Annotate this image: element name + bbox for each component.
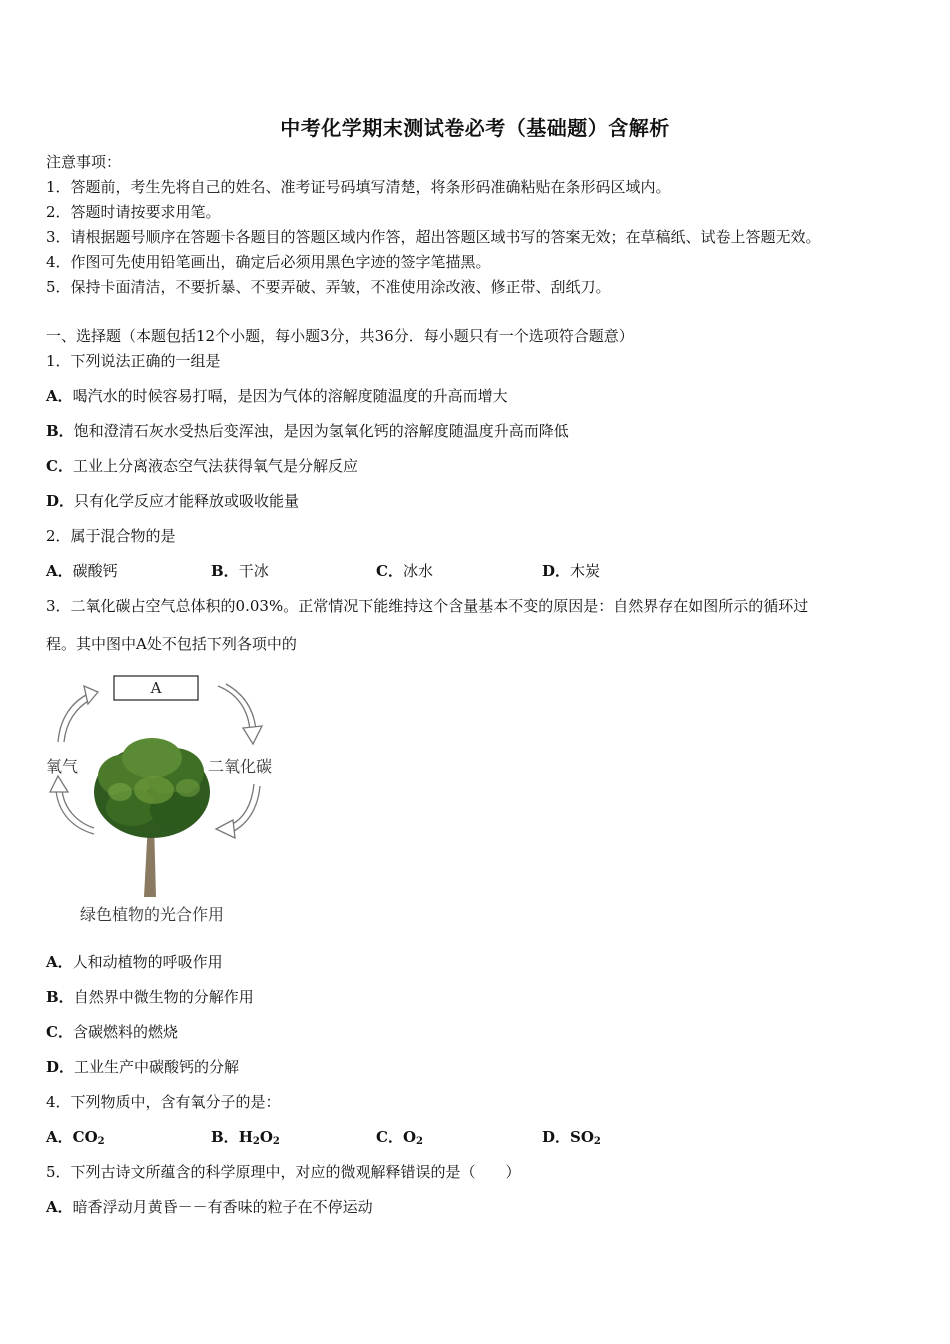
figure-caption: 绿色植物的光合作用 bbox=[80, 905, 225, 924]
q2-option-c: C．冰水 bbox=[376, 562, 433, 580]
section-heading: 一、选择题（本题包括12个小题，每小题3分，共36分．每小题只有一个选项符合题意） bbox=[46, 327, 634, 345]
q5-option-a: A．暗香浮动月黄昏－－有香味的粒子在不停运动 bbox=[46, 1198, 373, 1216]
q2-option-d: D．木炭 bbox=[542, 562, 601, 580]
q1-option-b: B．饱和澄清石灰水受热后变浑浊，是因为氢氧化钙的溶解度随温度升高而降低 bbox=[46, 422, 569, 440]
page-title: 中考化学期末测试卷必考（基础题）含解析 bbox=[280, 116, 670, 140]
notice-item: 3．请根据题号顺序在答题卡各题目的答题区域内作答，超出答题区域书写的答案无效；在草稿纸、试卷上答题无效。 bbox=[46, 228, 821, 246]
q3-option-d: D．工业生产中碳酸钙的分解 bbox=[46, 1058, 240, 1076]
notice-item: 1．答题前，考生先将自己的姓名、准考证号码填写清楚，将条形码准确粘贴在条形码区域内。 bbox=[46, 178, 671, 196]
q1-option-d: D．只有化学反应才能释放或吸收能量 bbox=[46, 492, 300, 510]
question-2-stem: 2．属于混合物的是 bbox=[46, 527, 176, 545]
q4-option-b: B．$H_2O_2$ bbox=[211, 1128, 280, 1147]
q1-option-c: C．工业上分离液态空气法获得氧气是分解反应 bbox=[46, 457, 358, 475]
carbon-cycle-diagram bbox=[40, 672, 300, 932]
question-1-stem: 1．下列说法正确的一组是 bbox=[46, 352, 221, 370]
arrow-o2-to-a bbox=[58, 686, 98, 742]
question-4-stem: 4．下列物质中，含有氧分子的是： bbox=[46, 1093, 281, 1111]
arrow-a-to-co2 bbox=[218, 684, 262, 744]
q4-option-a: A．$CO_2$ bbox=[46, 1128, 105, 1147]
q4-option-c: C．$O_2$ bbox=[376, 1128, 423, 1147]
q1-option-a: A．喝汽水的时候容易打嗝，是因为气体的溶解度随温度的升高而增大 bbox=[46, 387, 508, 405]
question-5-stem: 5．下列古诗文所蕴含的科学原理中，对应的微观解释错误的是（ ） bbox=[46, 1163, 521, 1181]
notice-item: 4．作图可先使用铅笔画出，确定后必须用黑色字迹的签字笔描黑。 bbox=[46, 253, 491, 271]
q3-option-b: B．自然界中微生物的分解作用 bbox=[46, 988, 254, 1006]
box-a-label: A bbox=[150, 679, 162, 697]
carbon-cycle-figure bbox=[40, 672, 300, 932]
q3-option-a: A．人和动植物的呼吸作用 bbox=[46, 953, 223, 971]
tree-image bbox=[94, 738, 210, 897]
question-3-stem: 3．二氧化碳占空气总体积的0.03%。正常情况下能维持这个含量基本不变的原因是：自然界存在如图所示的循环过 bbox=[46, 597, 809, 615]
notice-heading: 注意事项： bbox=[46, 153, 122, 171]
co2-label: 二氧化碳 bbox=[208, 757, 273, 776]
notice-item: 2．答题时请按要求用笔。 bbox=[46, 203, 221, 221]
notice-item: 5．保持卡面清洁，不要折暴、不要弄破、弄皱，不准使用涂改液、修正带、刮纸刀。 bbox=[46, 278, 611, 296]
arrow-co2-to-tree bbox=[216, 784, 260, 838]
arrow-tree-to-o2 bbox=[50, 776, 94, 834]
oxygen-label: 氧气 bbox=[46, 757, 79, 776]
q3-option-c: C．含碳燃料的燃烧 bbox=[46, 1023, 178, 1041]
q2-option-a: A．碳酸钙 bbox=[46, 562, 118, 580]
q2-option-b: B．干冰 bbox=[211, 562, 269, 580]
question-3-stem-cont: 程。其中图中A处不包括下列各项中的 bbox=[46, 635, 297, 653]
q4-option-d: D．$SO_2$ bbox=[542, 1128, 601, 1147]
